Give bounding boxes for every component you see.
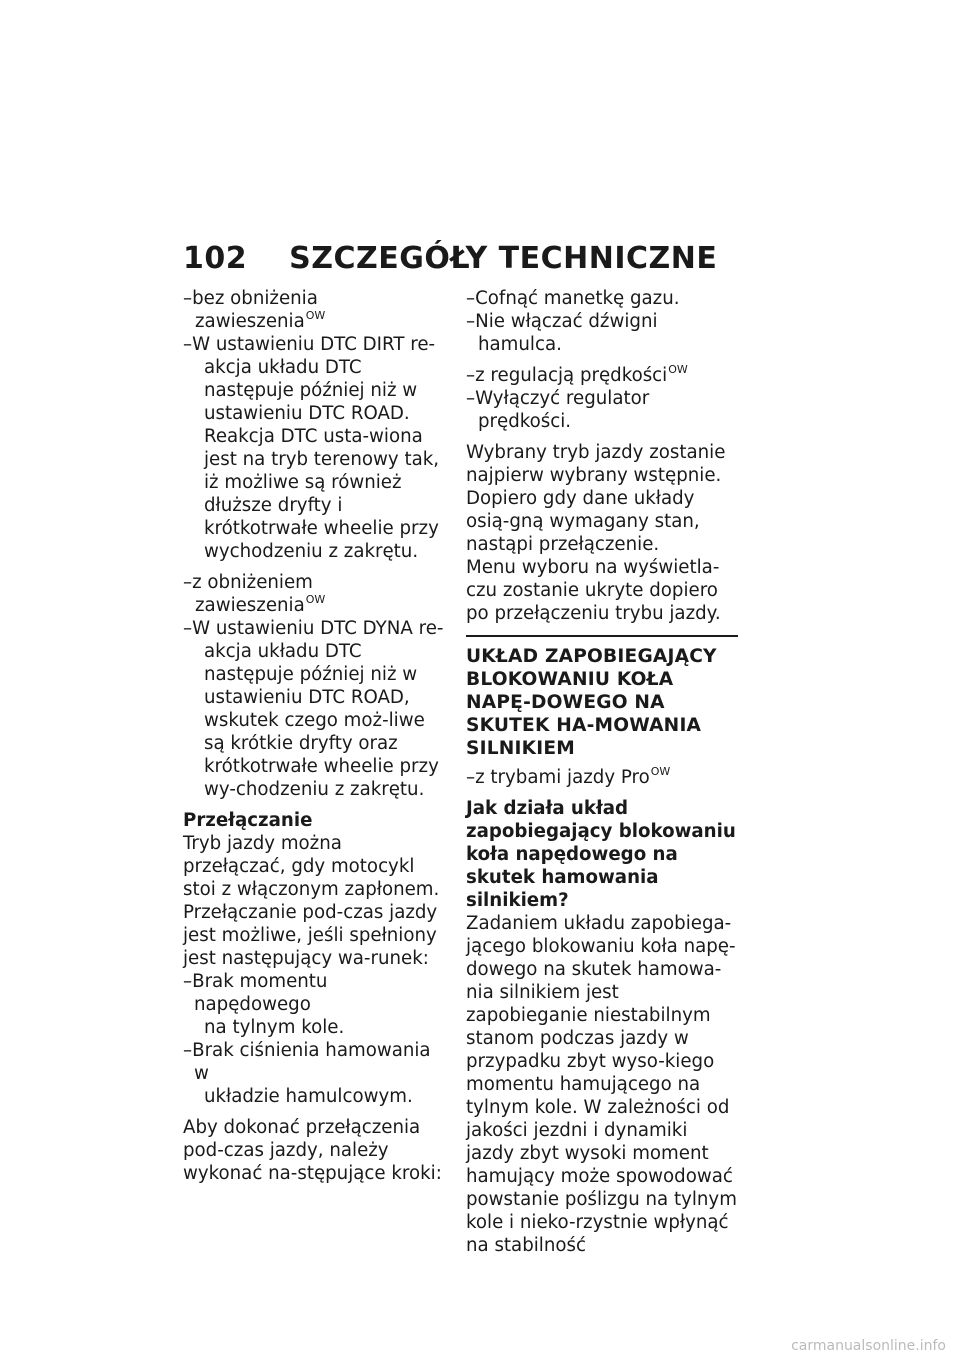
condition-no-drive-torque: –Brak momentu napędowego na tylnym kole. [183, 971, 345, 1038]
preselect-paragraph: Wybrany tryb jazdy zostanie najpierw wybrany wstępnie. Dopiero gdy dane układy osią-gną wymagany stan, nastąpi przełączenie. [466, 442, 726, 555]
ow-option-marker: OW [668, 363, 688, 376]
bullet-no-lowering: –bez obniżenia zawieszenia$^{OW}$ [183, 288, 326, 332]
bullet-dtc-dyna: –W ustawieniu DTC DYNA re- akcja układu DTC następuje później niż w ustawieniu DTC ROAD, wskutek czego moż-liwe są krótkie dryfty oraz krótkotrwałe wheelie przy wy-chodzeniu z zakrętu. [183, 618, 444, 800]
ow-option-marker: OW [305, 593, 326, 606]
left-column [183, 287, 447, 1185]
bullet-pro-modes: –z trybami jazdy Pro$^{OW}$ [466, 765, 671, 788]
condition-no-brake-pressure: –Brak ciśnienia hamowania w układzie hamulcowym. [183, 1040, 431, 1107]
how-it-works-paragraph: Zadaniem układu zapobiega-jącego blokowaniu koła napę-dowego na skutek hamowa-nia silnikiem jest zapobieganie niestabilnym stanom podczas jazdy w przypadku zbyt wyso-kiego momentu hamującego na tylnym kole. W zależności od jakości jezdni i dynamiki jazdy zbyt wysoki moment hamujący może spowodować powstanie poślizgu na tylnym kole i nieko-rzystnie wpłynąć na stabilność [466, 913, 737, 1256]
page-number: 102 [183, 241, 248, 276]
section-heading-engine-brake: UKŁAD ZAPOBIEGAJĄCY BLOKOWANIU KOŁA NAPĘ-DOWEGO NA SKUTEK HA-MOWANIA SILNIKIEM [466, 635, 738, 760]
bullet-dtc-dirt: –W ustawieniu DTC DIRT re- akcja układu DTC następuje później niż w ustawieniu DTC ROAD. Reakcja DTC usta-wiona jest na tryb terenowy tak, iż możliwe są również dłuższe dryfty i krótkotrwałe wheelie przy wychodzeniu z zakrętu. [183, 334, 440, 562]
right-column [466, 287, 738, 1257]
watermark: carmanualsonline.info [791, 1338, 946, 1354]
bullet-cruise-control: –z regulacją prędkości$^{OW}$ [466, 363, 688, 386]
how-it-works-heading: Jak działa układ zapobiegający blokowaniu koła napędowego na skutek hamowania silnikiem? [466, 798, 736, 911]
switching-paragraph: Tryb jazdy można przełączać, gdy motocykl stoi z włączonym zapłonem. Przełączanie pod-czas jazdy jest możliwe, jeśli spełniony jest następujący wa-runek: [183, 833, 440, 969]
page-title: SZCZEGÓŁY TECHNICZNE [289, 241, 718, 276]
switching-heading: Przełączanie [183, 810, 313, 831]
step-no-brake: –Nie włączać dźwigni hamulca. [466, 311, 658, 355]
page-header [183, 241, 717, 276]
ow-option-marker: OW [305, 309, 326, 322]
menu-hidden-paragraph: Menu wyboru na wyświetla-czu zostanie ukryte dopiero po przełączeniu trybu jazdy. [466, 557, 721, 624]
steps-paragraph: Aby dokonać przełączenia pod-czas jazdy, należy wykonać na-stępujące kroki: [183, 1117, 442, 1184]
ow-option-marker: OW [650, 765, 671, 778]
bullet-with-lowering: –z obniżeniem zawieszenia$^{OW}$ [183, 572, 326, 616]
step-release-throttle: –Cofnąć manetkę gazu. [466, 288, 680, 309]
step-disable-cruise: –Wyłączyć regulator prędkości. [466, 388, 650, 432]
